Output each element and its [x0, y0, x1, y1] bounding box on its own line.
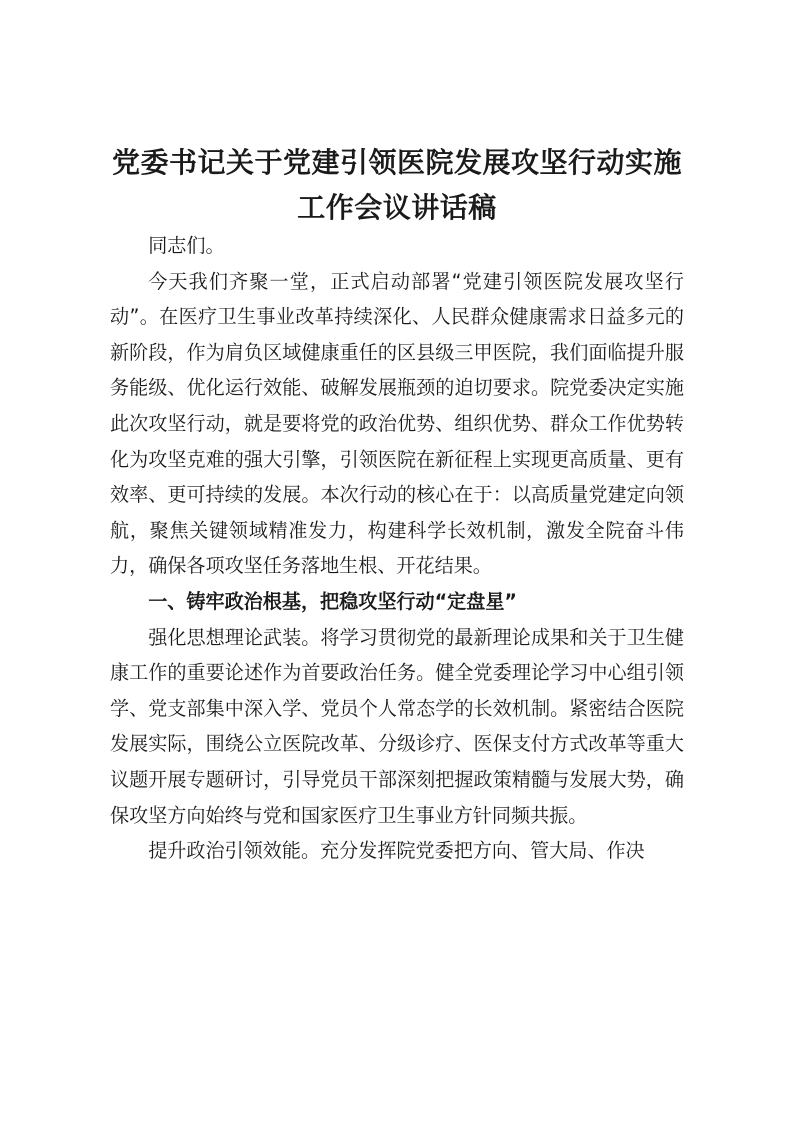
body-paragraph: 强化思想理论武装。将学习贯彻党的最新理论成果和关于卫生健康工作的重要论述作为首要政治任务。健全党委理论学习中心组引领学、党支部集中深入学、党员个人常态学的长效机制。紧密结合医院发展实际，围绕公立医院改革、分级诊疗、医保支付方式改革等重大议题开展专题研讨，引导党员干部深刻把握政策精髓与发展大势，确保攻坚方向始终与党和国家医疗卫生事业方针同频共振。 [110, 625, 684, 827]
document-body [110, 228, 684, 869]
document-title-line-2: 工作会议讲话稿 [297, 191, 497, 224]
document-title-line-1: 党委书记关于党建引领医院发展攻坚行动实施 [111, 146, 682, 179]
body-paragraph: 提升政治引领效能。充分发挥院党委把方向、管大局、作决 [148, 839, 645, 863]
salutation: 同志们。 [148, 234, 225, 257]
section-heading: 一、铸牢政治根基，把稳攻坚行动“定盘星” [148, 589, 517, 613]
intro-paragraph: 今天我们齐聚一堂，正式启动部署“党建引领医院发展攻坚行动”。在医疗卫生事业改革持续深化、人民群众健康需求日益多元的新阶段，作为肩负区域健康重任的区县级三甲医院，我们面临提升服务能级、优化运行效能、破解发展瓶颈的迫切要求。院党委决定实施此次攻坚行动，就是要将党的政治优势、组织优势、群众工作优势转化为攻坚克难的强大引擎，引领医院在新征程上实现更高质量、更有效率、更可持续的发展。本次行动的核心在于：以高质量党建定向领航，聚焦关键领域精准发力，构建科学长效机制，激发全院奋斗伟力，确保各项攻坚任务落地生根、开花结果。 [110, 269, 684, 578]
